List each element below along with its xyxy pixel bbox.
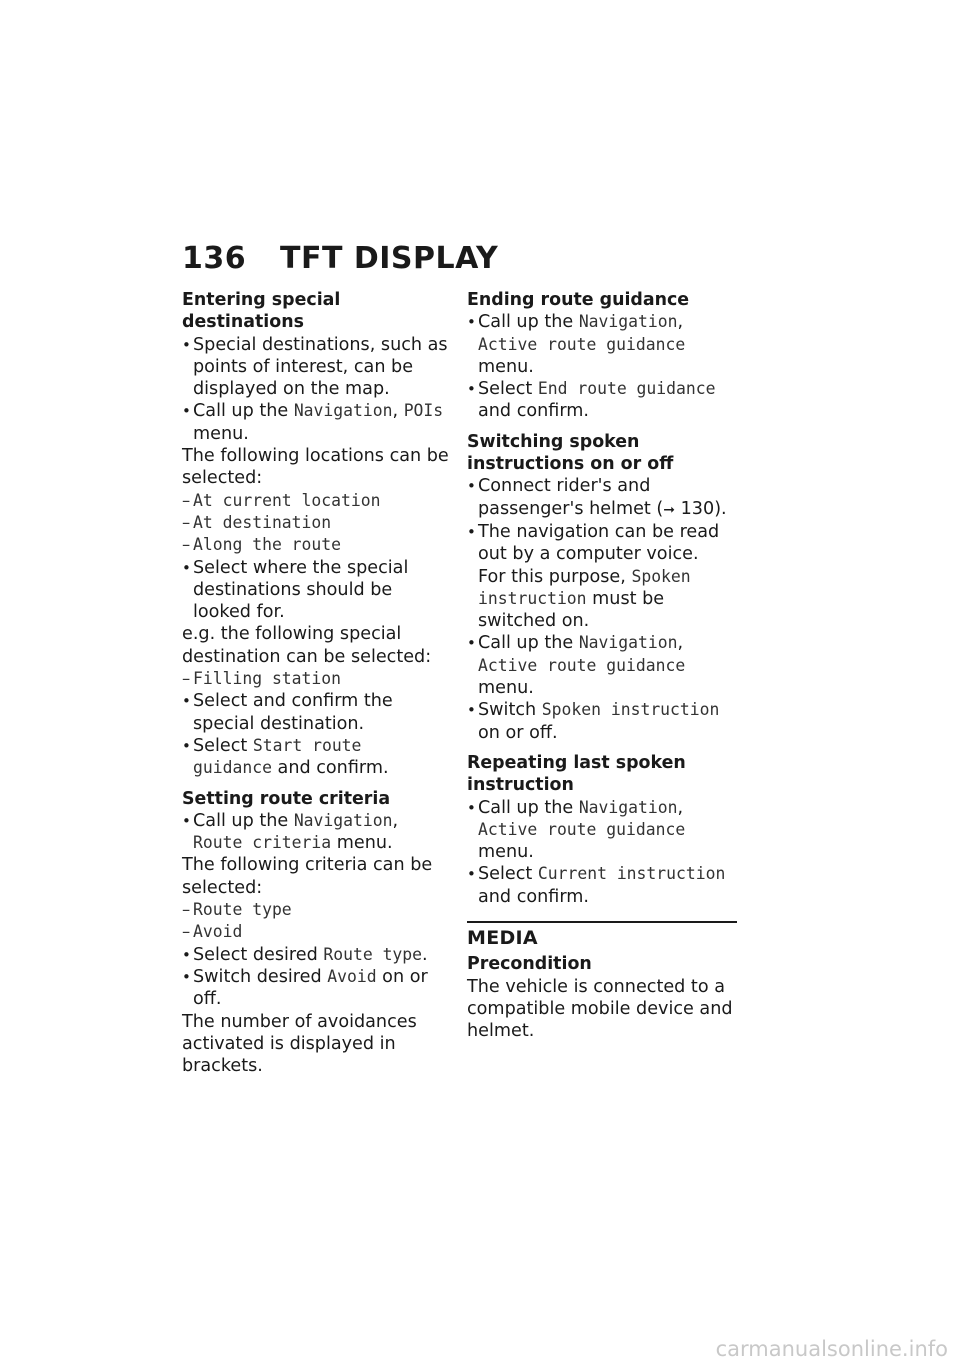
paragraph: The number of avoidances activated is displayed in brackets. (182, 1011, 417, 1077)
option-item: – Along the route (182, 534, 450, 556)
list-item: • Call up the Navigation, Active route guidance menu. (467, 797, 739, 864)
section-title-media: MEDIA (467, 927, 538, 950)
list-item: • Switch desired Avoid on or off. (182, 966, 450, 1011)
menu-term: Navigation (293, 401, 393, 421)
paragraph: The vehicle is connected to a compatible mobile device and helmet. (467, 976, 733, 1042)
right-column (467, 289, 739, 1043)
section-heading-route-criteria: Setting route criteria (182, 788, 391, 809)
menu-term: Avoid (327, 966, 377, 986)
page-number: 136 (182, 241, 247, 276)
section-heading-special-destinations: Entering special destinations (182, 290, 341, 333)
menu-term: Start route guidance (193, 735, 362, 778)
option-item: – Filling station (182, 668, 450, 690)
menu-term: Current instruction (537, 864, 726, 884)
list-item: • Select End route guidance and confirm. (467, 378, 739, 423)
page-reference: 130 (680, 498, 715, 519)
list-item: • Select and confirm the special destination. (182, 690, 450, 735)
list-item: • Call up the Navigation, Active route guidance menu. (467, 632, 739, 699)
list-item: • Connect rider's and passenger's helmet (➞ 130). (467, 475, 739, 521)
section-heading-ending-route-guidance: Ending route guidance (467, 290, 690, 310)
menu-term: Navigation (293, 810, 393, 830)
list-item: • Call up the Navigation, Active route guidance menu. (467, 311, 739, 378)
list-item: • Switch Spoken instruction on or off. (467, 699, 739, 744)
menu-term: Active route guidance (478, 334, 686, 354)
menu-term: End route guidance (537, 379, 716, 399)
menu-term: Navigation (578, 797, 678, 817)
list-item: • Select Start route guidance and confirm. (182, 735, 450, 780)
list-item: • Call up the Navigation, Route criteria menu. (182, 810, 450, 855)
left-column (182, 289, 450, 1077)
menu-term: Navigation (578, 312, 678, 332)
paragraph: The following locations can be selected: (182, 446, 449, 489)
menu-term: Active route guidance (478, 819, 686, 839)
page-heading (182, 240, 498, 278)
menu-term: POIs (403, 401, 444, 421)
watermark: carmanualsonline.info (715, 1337, 948, 1361)
list-item: • The navigation can be read out by a computer voice. (467, 521, 739, 566)
paragraph: e.g. the following special destination can be selected: (182, 624, 432, 667)
menu-term: Spoken instruction (478, 566, 691, 608)
list-item: • Select Current instruction and confirm. (467, 863, 739, 908)
list-item: • Call up the Navigation, POIs menu. (182, 400, 450, 445)
option-item: – Avoid (182, 921, 450, 943)
list-item-continuation: For this purpose, Spoken instruction must be switched on. (478, 566, 691, 632)
menu-term: Route type (323, 944, 423, 964)
list-item: • Special destinations, such as points of interest, can be displayed on the map. (182, 334, 450, 401)
menu-term: Navigation (578, 633, 678, 653)
paragraph: The following criteria can be selected: (182, 855, 433, 898)
section-divider (467, 921, 737, 923)
option-item: – Route type (182, 899, 450, 921)
chapter-title: TFT DISPLAY (280, 241, 499, 276)
subheading-precondition: Precondition (467, 954, 592, 975)
option-item: – At current location (182, 490, 450, 512)
menu-term: Spoken instruction (541, 700, 720, 720)
page-reference-arrow-icon: ➞ (663, 501, 675, 518)
menu-term: Route criteria (193, 833, 332, 853)
section-heading-spoken-instructions: Switching spoken instructions on or off (467, 431, 674, 475)
list-item: • Select desired Route type. (182, 944, 450, 966)
section-heading-repeat-instruction: Repeating last spoken instruction (467, 752, 686, 796)
menu-term: Active route guidance (478, 655, 686, 675)
list-item: • Select where the special destinations should be looked for. (182, 557, 450, 624)
option-item: – At destination (182, 512, 450, 534)
